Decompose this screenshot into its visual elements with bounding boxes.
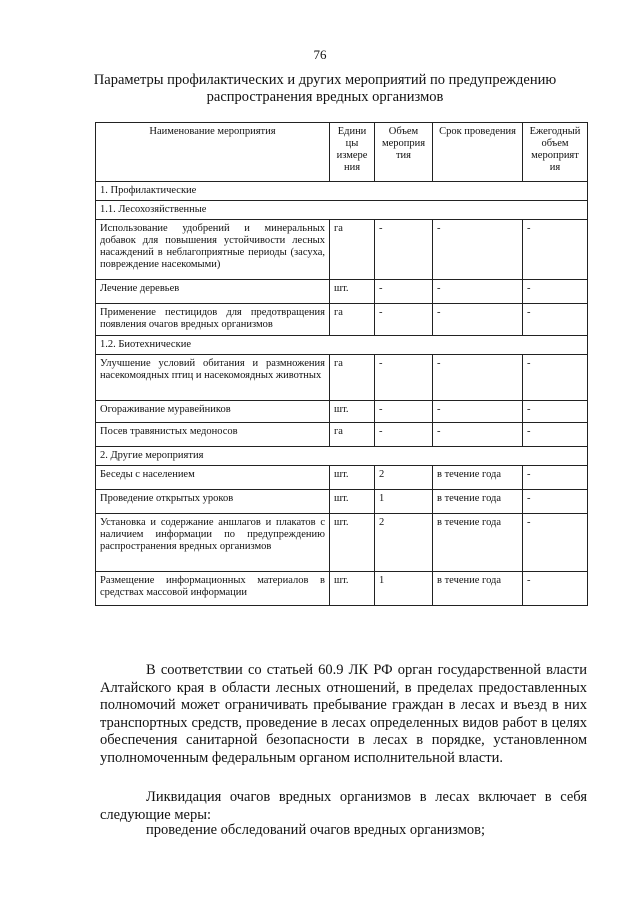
cell-volume: -	[375, 401, 433, 423]
cell-unit: шт.	[330, 490, 375, 514]
section-row	[96, 201, 588, 220]
cell-term: -	[433, 423, 523, 447]
title-line-2: распространения вредных организмов	[206, 89, 444, 105]
section-label: 1.2. Биотехнические	[96, 336, 588, 355]
cell-term: -	[433, 304, 523, 336]
cell-volume: -	[375, 220, 433, 280]
table-row	[96, 220, 588, 280]
cell-unit: шт.	[330, 401, 375, 423]
section-label: 2. Другие мероприятия	[96, 447, 588, 466]
cell-annual: -	[523, 280, 588, 304]
cell-annual: -	[523, 401, 588, 423]
cell-unit: шт.	[330, 514, 375, 572]
cell-volume: -	[375, 355, 433, 401]
cell-name: Огораживание муравейников	[96, 401, 330, 423]
cell-unit: шт.	[330, 280, 375, 304]
cell-term: -	[433, 220, 523, 280]
header-name: Наименование мероприятия	[96, 123, 330, 182]
cell-name: Установка и содержание аншлагов и плакатов с наличием информации по предупреждению распространения вредных организмов	[96, 514, 330, 572]
paragraph-liquidation-measures: Ликвидация очагов вредных организмов в лесах включает в себя следующие меры:	[100, 789, 587, 823]
header-unit: Едини цы измере ния	[330, 123, 375, 182]
table-row	[96, 280, 588, 304]
table-row	[96, 572, 588, 606]
cell-term: в течение года	[433, 490, 523, 514]
cell-term: в течение года	[433, 572, 523, 606]
paragraph-survey-measure: проведение обследований очагов вредных организмов;	[146, 822, 486, 838]
document-title	[90, 72, 560, 106]
cell-volume: 2	[375, 466, 433, 490]
cell-unit: га	[330, 304, 375, 336]
cell-name: Посев травянистых медоносов	[96, 423, 330, 447]
table-row	[96, 355, 588, 401]
section-label: 1. Профилактические	[96, 182, 588, 201]
cell-name: Размещение информационных материалов в средствах массовой информации	[96, 572, 330, 606]
cell-term: в течение года	[433, 514, 523, 572]
cell-term: -	[433, 355, 523, 401]
title-line-1: Параметры профилактических и других мероприятий по предупреждению	[93, 72, 557, 88]
section-row	[96, 336, 588, 355]
cell-annual: -	[523, 490, 588, 514]
header-annual: Ежегодный объем мероприят ия	[523, 123, 588, 182]
page-number: 76	[313, 47, 327, 62]
cell-annual: -	[523, 466, 588, 490]
cell-unit: шт.	[330, 572, 375, 606]
table-row	[96, 514, 588, 572]
cell-name: Лечение деревьев	[96, 280, 330, 304]
header-term: Срок проведения	[433, 123, 523, 182]
cell-volume: 1	[375, 490, 433, 514]
cell-term: в течение года	[433, 466, 523, 490]
table-row	[96, 423, 588, 447]
cell-annual: -	[523, 304, 588, 336]
cell-unit: шт.	[330, 466, 375, 490]
cell-volume: -	[375, 304, 433, 336]
cell-annual: -	[523, 514, 588, 572]
cell-unit: га	[330, 423, 375, 447]
cell-annual: -	[523, 355, 588, 401]
cell-term: -	[433, 280, 523, 304]
cell-annual: -	[523, 220, 588, 280]
cell-name: Беседы с населением	[96, 466, 330, 490]
paragraph-legal-basis: В соответствии со статьей 60.9 ЛК РФ орган государственной власти Алтайского края в области лесных отношений, в пределах предоставленных полномочий может ограничивать пребывание граждан в лесах и въезд в них транспортных средств, проведение в лесах определенных видов работ в целях обеспечения санитарной безопасности в лесах в порядке, установленном уполномоченным федеральным органом исполнительной власти.	[100, 662, 587, 766]
table-row	[96, 304, 588, 336]
section-label: 1.1. Лесохозяйственные	[96, 201, 588, 220]
cell-name: Улучшение условий обитания и размножения насекомоядных птиц и насекомоядных животных	[96, 355, 330, 401]
cell-unit: га	[330, 220, 375, 280]
cell-name: Использование удобрений и минеральных добавок для повышения устойчивости лесных насаждений в неблагоприятные периоды (засуха, повреждение насекомыми)	[96, 220, 330, 280]
table-row	[96, 401, 588, 423]
cell-name: Применение пестицидов для предотвращения появления очагов вредных организмов	[96, 304, 330, 336]
cell-volume: 1	[375, 572, 433, 606]
cell-volume: 2	[375, 514, 433, 572]
cell-term: -	[433, 401, 523, 423]
cell-volume: -	[375, 280, 433, 304]
cell-name: Проведение открытых уроков	[96, 490, 330, 514]
cell-annual: -	[523, 423, 588, 447]
table-header-row	[96, 123, 588, 182]
measures-table	[95, 122, 588, 606]
table-row	[96, 466, 588, 490]
section-row	[96, 447, 588, 466]
section-row	[96, 182, 588, 201]
cell-volume: -	[375, 423, 433, 447]
cell-unit: га	[330, 355, 375, 401]
header-volume: Объем мероприя тия	[375, 123, 433, 182]
cell-annual: -	[523, 572, 588, 606]
table-row	[96, 490, 588, 514]
